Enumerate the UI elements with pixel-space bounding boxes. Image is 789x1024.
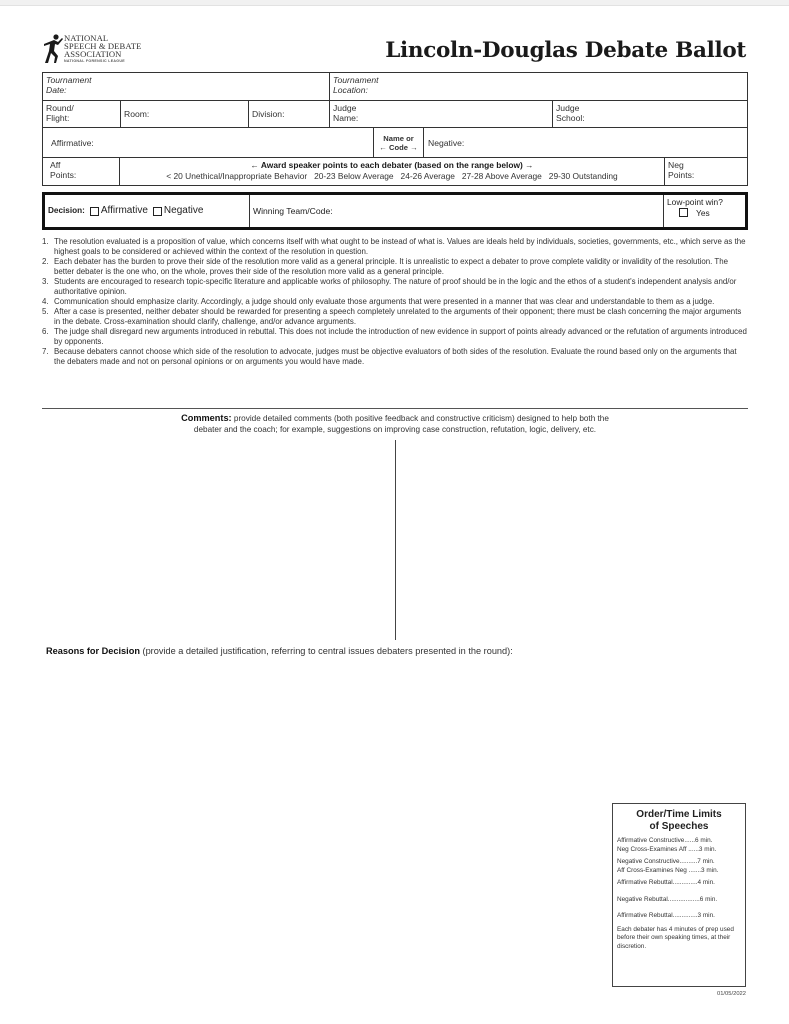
- comments-label: Comments:: [181, 413, 232, 423]
- judging-rules-list: [42, 237, 748, 367]
- reasons-text: (provide a detailed justification, referring to central issues debaters presented in the round):: [139, 646, 513, 656]
- tournament-location-field[interactable]: Tournament Location:: [329, 73, 747, 100]
- affirmative-checkbox[interactable]: [90, 207, 99, 216]
- negative-checkbox[interactable]: [153, 207, 162, 216]
- rule-item: 1. The resolution evaluated is a proposition of value, which concerns itself with what ought to be instead of what is. Values are ideals held by individuals, societies, governments, etc., which serve as the highest goals to be considered or achieved within the context of the resolution in question.: [42, 237, 746, 256]
- decision-label: Decision:: [48, 206, 85, 215]
- speech-time-item: Affirmative Rebuttal..............4 min.: [617, 879, 715, 886]
- name-or-code-label: Name or ← Code →: [373, 128, 423, 157]
- comments-text: provide detailed comments (both positive feedback and constructive criticism) designed to help both the: [231, 414, 609, 423]
- speech-time-item: Affirmative Rebuttal..............3 min.: [617, 912, 715, 919]
- rule-item: 6. The judge shall disregard new arguments introduced in rebuttal. This does not include the introduction of new evidence in support of points already advanced or the refutation of arguments introduced by opponents.: [42, 327, 747, 346]
- speaker-figure-icon: [42, 34, 64, 64]
- judge-name-field[interactable]: Judge Name:: [329, 101, 552, 127]
- comments-instructions: [42, 413, 748, 435]
- speech-time-item: Affirmative Constructive......6 min.: [617, 837, 713, 844]
- rule-item: 5. After a case is presented, neither debater should be rewarded for presenting a speech completely unrelated to the arguments of their opponent; there must be clash concerning the major arguments in the debate. Cross-examination should clarify, challenge, and/or advance arguments.: [42, 307, 742, 326]
- viewer-top-bar: [0, 0, 789, 6]
- form-row-tournament: [43, 73, 747, 100]
- rule-item: 4. Communication should emphasize clarity. Accordingly, a judge should only evaluate those arguments that were presented in a manner that was clear and understandable to them as a judge.: [42, 297, 715, 306]
- ballot-title: Lincoln-Douglas Debate Ballot: [385, 38, 746, 63]
- negative-option-label: Negative: [163, 205, 204, 216]
- form-row-round: [43, 100, 747, 127]
- ballot-page: [42, 30, 748, 997]
- points-range-scale: < 20 Unethical/Inappropriate Behavior 20-23 Below Average 24-26 Average 27-28 Above Average 29-30 Outstanding: [166, 171, 618, 181]
- low-point-yes-checkbox[interactable]: [679, 208, 688, 217]
- room-field[interactable]: Room:: [120, 101, 248, 127]
- decision-options: [45, 195, 249, 227]
- speech-time-item: Neg Cross-Examines Aff ......3 min.: [617, 845, 717, 853]
- affirmative-option-label: Affirmative: [100, 205, 148, 216]
- comments-column-divider: [395, 440, 396, 640]
- logo-line-1: NATIONAL: [64, 33, 109, 43]
- round-flight-field[interactable]: Round/ Flight:: [46, 103, 74, 123]
- reasons-for-decision[interactable]: [46, 646, 513, 656]
- neg-points-field[interactable]: Neg Points:: [664, 158, 747, 185]
- revision-date: 01/05/2022: [716, 991, 746, 997]
- logo-line-3: ASSOCIATION: [64, 49, 122, 59]
- negative-field[interactable]: Negative:: [423, 128, 747, 157]
- low-point-yes-label: Yes: [696, 208, 710, 218]
- aff-points-field[interactable]: Aff Points:: [50, 160, 77, 180]
- decision-row: [42, 192, 748, 230]
- logo-line-4: NATIONAL FORENSIC LEAGUE: [64, 59, 125, 63]
- form-row-points: [43, 157, 747, 185]
- award-points-instruction: ← Award speaker points to each debater (based on the range below) →: [250, 160, 534, 170]
- rule-item: 2. Each debater has the burden to prove their side of the resolution more valid as a general principle. It is unrealistic to expect a debater to prove complete validity or invalidity of the resolution. The better debater is the one who, on the whole, proves their side of the resolution more valid as a general principle.: [42, 257, 729, 276]
- speech-time-item: Aff Cross-Examines Neg .......3 min.: [617, 866, 719, 874]
- ballot-form-table: [42, 72, 748, 186]
- affirmative-field[interactable]: Affirmative:: [51, 137, 94, 148]
- rule-item: 3. Students are encouraged to research topic-specific literature and applicable works of philosophy. The nature of proof should be in the logic and the ethos of a student's independent analysis and/or authoritative opinion.: [42, 277, 737, 296]
- logo-line-2: SPEECH & DEBATE: [64, 41, 142, 51]
- low-point-win-field: [663, 195, 745, 227]
- nsda-logo: [42, 30, 152, 68]
- low-point-win-label: Low-point win?: [667, 197, 723, 207]
- ballot-header: [42, 30, 748, 70]
- judge-school-field[interactable]: Judge School:: [552, 101, 747, 127]
- speech-order-title: Order/Time Limits of Speeches: [636, 809, 722, 832]
- speaker-points-guide: [119, 158, 664, 185]
- comments-text-line2: debater and the coach; for example, suggestions on improving case construction, refutation, logic, delivery, etc.: [193, 425, 597, 434]
- prep-time-note: Each debater has 4 minutes of prep used before their own speaking times, at their discretion.: [617, 925, 734, 950]
- form-row-debaters: [43, 127, 747, 157]
- reasons-label: Reasons for Decision: [46, 646, 140, 656]
- speech-time-item: Negative Constructive..........7 min.: [617, 858, 715, 865]
- division-field[interactable]: Division:: [248, 101, 329, 127]
- section-divider: [42, 408, 748, 409]
- speech-order-box: [612, 803, 746, 987]
- tournament-date-field[interactable]: Tournament Date:: [46, 75, 92, 95]
- winning-team-field[interactable]: Winning Team/Code:: [249, 195, 663, 227]
- rule-item: 7. Because debaters cannot choose which side of the resolution to advocate, judges must be objective evaluators of both sides of the resolution. Evaluate the round based only on the arguments that the debaters made and not on personal opinions or on arguments you would have made.: [42, 347, 737, 366]
- speech-time-item: Negative Rebuttal..................6 min.: [617, 895, 718, 903]
